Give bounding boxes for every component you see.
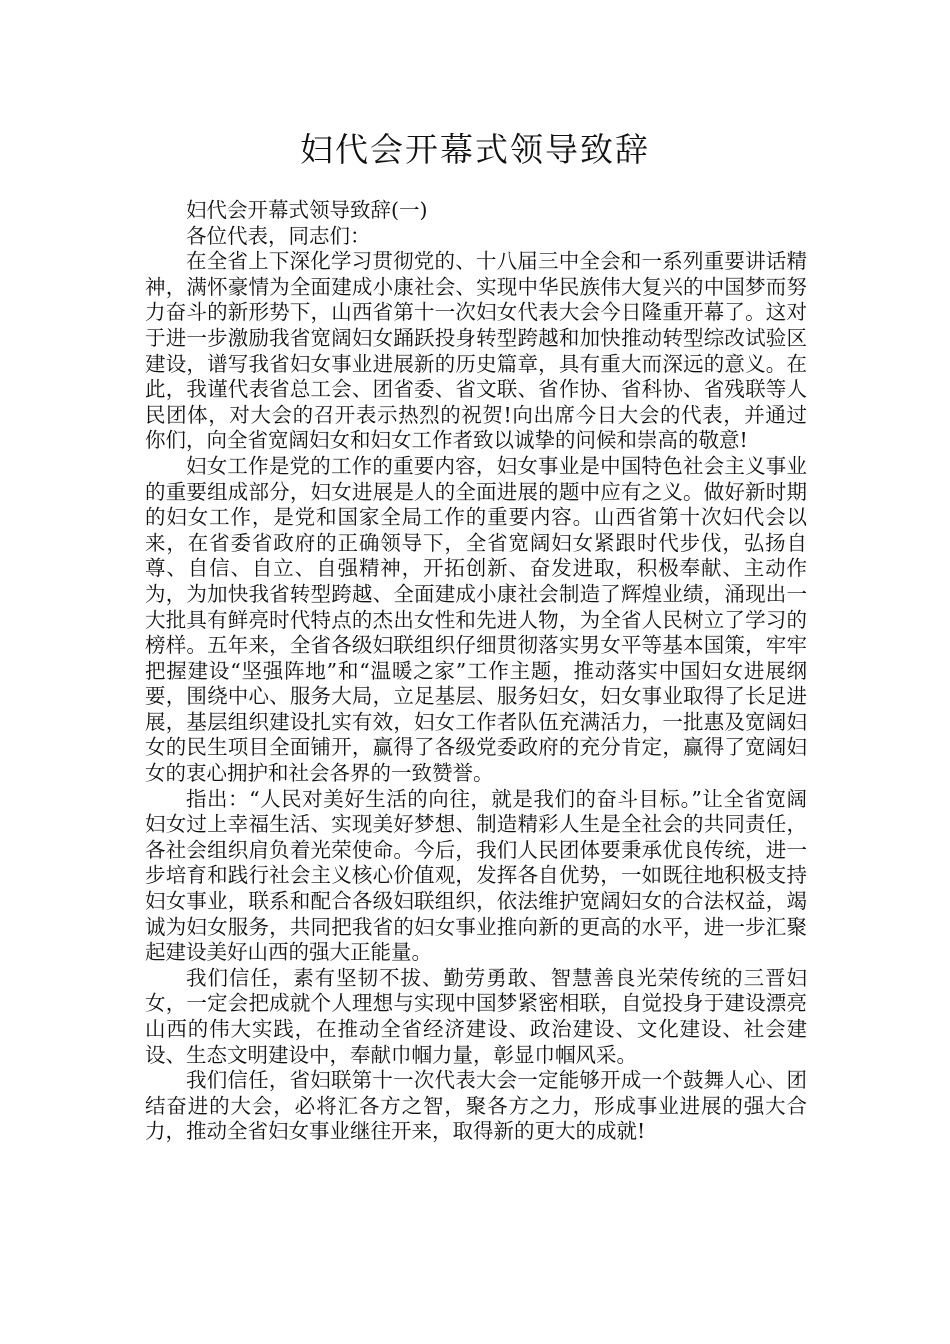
body-paragraph: 指出：“人民对美好生活的向往，就是我们的奋斗目标。”让全省宽阔妇女过上幸福生活、实现美好梦想、制造精彩人生是全社会的共同责任，各社会组织肩负着光荣使命。今后，我们人民团体要秉承优良传统，进一步培育和践行社会主义核心价值观，发挥各自优势，一如既往地积极支持妇女事业，联系和配合各级妇联组织，依法维护宽阔妇女的合法权益，竭诚为妇女服务，共同把我省的妇女事业推向新的更高的水平，进一步汇聚起建设美好山西的强大正能量。: [145, 786, 807, 965]
body-paragraph: 妇女工作是党的工作的重要内容，妇女事业是中国特色社会主义事业的重要组成部分，妇女进展是人的全面进展的题中应有之义。做好新时期的妇女工作，是党和国家全局工作的重要内容。山西省第十次妇代会以来，在省委省政府的正确领导下，全省宽阔妇女紧跟时代步伐，弘扬自尊、自信、自立、自强精神，开拓创新、奋发进取，积极奉献、主动作为，为加快我省转型跨越、全面建成小康社会制造了辉煌业绩，涌现出一大批具有鲜亮时代特点的杰出女性和先进人物，为全省人民树立了学习的榜样。五年来，全省各级妇联组织仔细贯彻落实男女平等基本国策，牢牢把握建设“坚强阵地”和“温暖之家”工作主题，推动落实中国妇女进展纲要，围绕中心、服务大局，立足基层、服务妇女，妇女事业取得了长足进展，基层组织建设扎实有效，妇女工作者队伍充满活力，一批惠及宽阔妇女的民生项目全面铺开，赢得了各级党委政府的充分肯定，赢得了宽阔妇女的衷心拥护和社会各界的一致赞誉。: [145, 453, 807, 786]
document-body: [145, 198, 807, 1145]
body-paragraph: 在全省上下深化学习贯彻党的、十八届三中全会和一系列重要讲话精神，满怀豪情为全面建成小康社会、实现中华民族伟大复兴的中国梦而努力奋斗的新形势下，山西省第十一次妇女代表大会今日隆重开幕了。这对于进一步激励我省宽阔妇女踊跃投身转型跨越和加快推动转型综改试验区建设，谱写我省妇女事业进展新的历史篇章，具有重大而深远的意义。在此，我谨代表省总工会、团省委、省文联、省作协、省科协、省残联等人民团体，对大会的召开表示热烈的祝贺!向出席今日大会的代表，并通过你们，向全省宽阔妇女和妇女工作者致以诚挚的问候和崇高的敬意!: [145, 249, 807, 453]
document-title: 妇代会开幕式领导致辞: [300, 130, 650, 169]
body-paragraph: 我们信任，素有坚韧不拔、勤劳勇敢、智慧善良光荣传统的三晋妇女，一定会把成就个人理想与实现中国梦紧密相联，自觉投身于建设漂亮山西的伟大实践，在推动全省经济建设、政治建设、文化建设、社会建设、生态文明建设中，奉献巾帼力量，彰显巾帼风采。: [145, 965, 807, 1067]
salutation-paragraph: 各位代表，同志们：: [186, 223, 371, 248]
body-paragraph: 我们信任，省妇联第十一次代表大会一定能够开成一个鼓舞人心、团结奋进的大会，必将汇各方之智，聚各方之力，形成事业进展的强大合力，推动全省妇女事业继往开来，取得新的更大的成就!: [145, 1068, 807, 1144]
subtitle-paragraph: 妇代会开幕式领导致辞(一): [186, 198, 428, 222]
